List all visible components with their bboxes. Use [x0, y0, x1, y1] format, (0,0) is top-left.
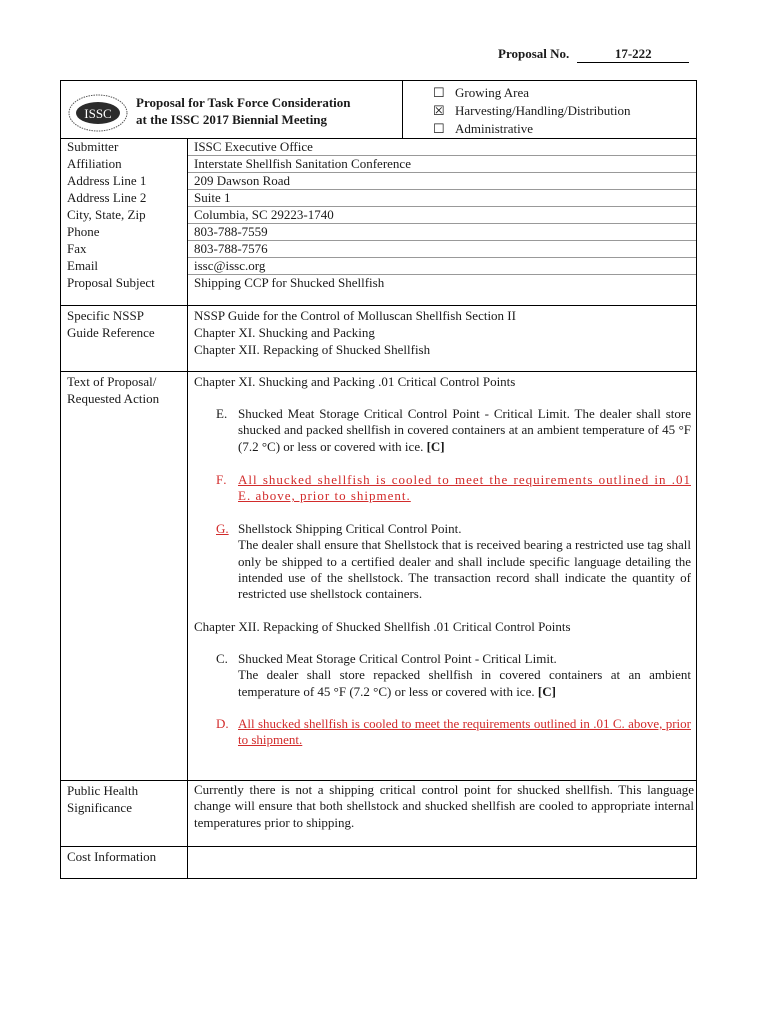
form-title-line1: Proposal for Task Force Consideration [136, 95, 351, 110]
checkbox-label: Administrative [455, 121, 533, 136]
item-c-body [238, 667, 691, 700]
checkbox-unchecked-icon: ☐ [433, 121, 445, 136]
category-checkboxes [433, 84, 630, 138]
proposal-text-label [67, 373, 159, 407]
guide-reference-label-line1: Specific NSSP [67, 308, 144, 323]
cost-information-label: Cost Information [67, 849, 157, 864]
item-c-code: [C] [537, 683, 556, 699]
field-label-city-state-zip: City, State, Zip [67, 207, 146, 222]
form-title [136, 94, 351, 128]
item-d [216, 716, 691, 749]
issc-logo [67, 93, 129, 133]
proposal-number-value: 17-222 [577, 46, 689, 63]
checkbox-administrative[interactable] [433, 120, 630, 138]
guide-reference-line3: Chapter XII. Repacking of Shucked Shellfish [194, 342, 431, 357]
guide-reference-label-line2: Guide Reference [67, 325, 155, 340]
field-value-affiliation: Interstate Shellfish Sanitation Conference [194, 156, 411, 171]
field-value-submitter: ISSC Executive Office [194, 139, 313, 154]
public-health-label-line2: Significance [67, 800, 132, 815]
item-f [216, 472, 691, 505]
item-e-body [238, 406, 691, 455]
chapter-xii-heading: Chapter XII. Repacking of Shucked Shellfish .01 Critical Control Points [194, 619, 571, 634]
section-divider [61, 371, 696, 372]
proposal-text-label-line2: Requested Action [67, 391, 160, 406]
section-divider [61, 780, 696, 781]
item-g [216, 521, 691, 602]
column-divider [187, 138, 188, 878]
field-value-address1: 209 Dawson Road [194, 173, 291, 188]
item-d-letter: D. [216, 716, 229, 731]
public-health-label [67, 782, 138, 816]
proposal-number-line [498, 46, 689, 63]
field-label-proposal-subject: Proposal Subject [67, 275, 155, 290]
field-label-affiliation: Affiliation [67, 156, 122, 171]
item-d-text: All shucked shellfish is cooled to meet the requirements outlined in .01 C. above, prior to shipment. [238, 716, 691, 748]
chapter-xi-heading: Chapter XI. Shucking and Packing .01 Critical Control Points [194, 374, 516, 389]
checkbox-growing-area[interactable] [433, 84, 630, 102]
section-divider [61, 305, 696, 306]
field-label-address1: Address Line 1 [67, 173, 147, 188]
checkbox-harvesting[interactable] [433, 102, 630, 120]
proposal-text-label-line1: Text of Proposal/ [67, 374, 157, 389]
item-g-text: The dealer shall ensure that Shellstock that is received bearing a restricted use tag shall only be shipped to a certified dealer and shall include specific language detailing the intended use of the shellstock. The transaction record shall indicate the quantity of restricted use shellstock containers. [238, 537, 691, 602]
field-label-email: Email [67, 258, 99, 273]
proposal-number-label: Proposal No. [498, 46, 570, 61]
checkbox-label: Harvesting/Handling/Distribution [455, 103, 631, 118]
field-value-address2: Suite 1 [194, 190, 231, 205]
public-health-label-line1: Public Health [67, 783, 139, 798]
field-label-submitter: Submitter [67, 139, 119, 154]
item-g-letter: G. [216, 521, 229, 536]
checkbox-checked-icon: ☒ [433, 103, 445, 118]
field-label-phone: Phone [67, 224, 100, 239]
item-e-letter: E. [216, 406, 228, 421]
item-g-title: Shellstock Shipping Critical Control Point. [238, 521, 462, 536]
item-e-code: [C] [426, 438, 445, 454]
public-health-text: Currently there is not a shipping critical control point for shucked shellfish. This language change will ensure that both shellstock and shucked shellfish are cooled to appropriate internal temperatures prior to shipping. [194, 782, 694, 830]
guide-reference-value [194, 307, 516, 358]
guide-reference-line2: Chapter XI. Shucking and Packing [194, 325, 375, 340]
item-c-title: Shucked Meat Storage Critical Control Point - Critical Limit. [238, 651, 557, 666]
field-value-email: issc@issc.org [194, 258, 266, 273]
item-c-text: The dealer shall store repacked shellfish in covered containers at an ambient temperature of 45 °F (7.2 °C) or less or covered with ice. [238, 667, 691, 699]
form-header [61, 81, 696, 139]
item-e [216, 406, 691, 455]
item-c [216, 651, 691, 700]
item-f-letter: F. [216, 472, 228, 487]
field-value-city-state-zip: Columbia, SC 29223-1740 [194, 207, 334, 222]
checkbox-label: Growing Area [455, 85, 530, 100]
guide-reference-line1: NSSP Guide for the Control of Molluscan Shellfish Section II [194, 308, 516, 323]
field-value-proposal-subject: Shipping CCP for Shucked Shellfish [194, 275, 385, 290]
proposal-form [60, 80, 697, 879]
item-e-text: Shucked Meat Storage Critical Control Point - Critical Limit. The dealer shall store shucked and packed shellfish in covered containers at an ambient temperature of 45 °F (7.2 °C) or less or covered with ice. [238, 406, 691, 454]
checkbox-unchecked-icon: ☐ [433, 85, 445, 100]
row-rule [188, 189, 696, 190]
form-title-line2: at the ISSC 2017 Biennial Meeting [136, 112, 328, 127]
field-label-address2: Address Line 2 [67, 190, 147, 205]
header-divider [402, 81, 403, 138]
logo-text: ISSC [84, 106, 112, 121]
field-value-fax: 803-788-7576 [194, 241, 268, 256]
field-value-phone: 803-788-7559 [194, 224, 268, 239]
item-c-letter: C. [216, 651, 228, 666]
item-f-text: All shucked shellfish is cooled to meet the requirements outlined in .01 E. above, prior to shipment. [238, 472, 691, 504]
section-divider [61, 846, 696, 847]
guide-reference-label [67, 307, 155, 341]
field-label-fax: Fax [67, 241, 87, 256]
